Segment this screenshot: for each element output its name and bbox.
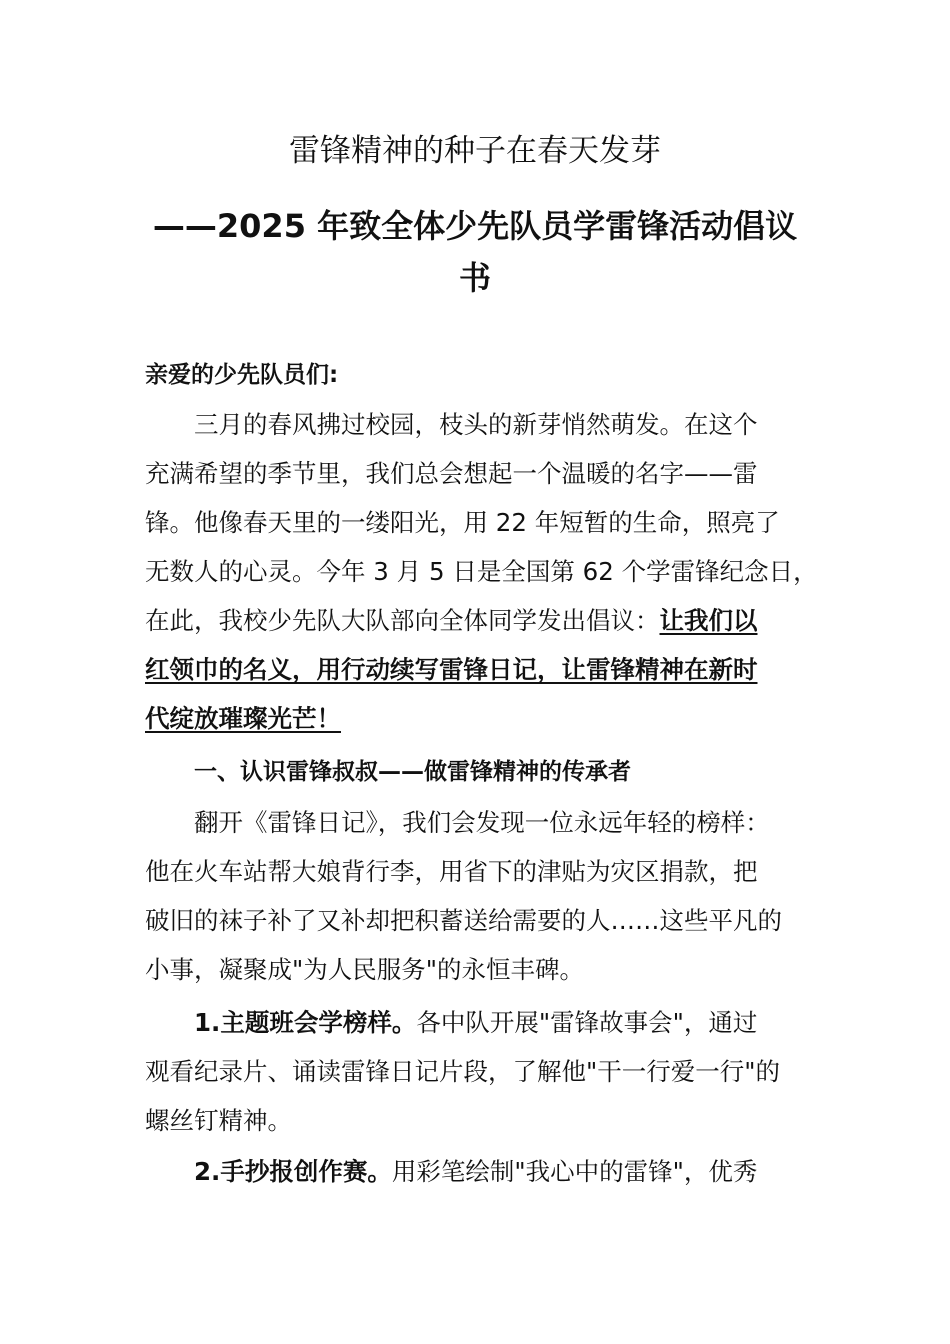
document-title: 雷锋精神的种子在春天发芽 <box>289 133 661 169</box>
paragraph-line: 他在火车站帮大娘背行李，用省下的津贴为灾区捐款，把 <box>145 857 758 886</box>
item-title: 2.手抄报创作赛。 <box>194 1157 392 1186</box>
subtitle-line-1: ——2025 年致全体少先队员学雷锋活动倡议 <box>152 207 798 245</box>
paragraph-line <box>145 998 835 1047</box>
paragraph-line: 螺丝钉精神。 <box>145 1106 292 1135</box>
paragraph-line: 锋。他像春天里的一缕阳光，用 22 年短暂的生命，照亮了 <box>145 508 780 537</box>
paragraph-item-2 <box>145 1147 835 1196</box>
item-title: 1.主题班会学榜样。 <box>194 1008 417 1037</box>
paragraph-text: 在此，我校少先队大队部向全体同学发出倡议： <box>145 606 660 635</box>
paragraph-line: 三月的春风拂过校园，枝头的新芽悄然萌发。在这个 <box>194 410 758 439</box>
paragraph-text: 各中队开展"雷锋故事会"，通过 <box>416 1008 758 1037</box>
paragraph-line: 充满希望的季节里，我们总会想起一个温暖的名字——雷 <box>145 459 758 488</box>
paragraph-intro <box>145 400 835 743</box>
paragraph-line <box>145 645 835 694</box>
highlight-text: 代绽放璀璨光芒！ <box>145 704 341 733</box>
paragraph-line <box>145 694 835 743</box>
paragraph-line: 观看纪录片、诵读雷锋日记片段，了解他"干一行爱一行"的 <box>145 1057 781 1086</box>
paragraph-line <box>145 596 835 645</box>
paragraph-line <box>145 1147 835 1196</box>
paragraph-text: 用彩笔绘制"我心中的雷锋"，优秀 <box>391 1157 758 1186</box>
paragraph-line: 破旧的袜子补了又补却把积蓄送给需要的人……这些平凡的 <box>145 906 782 935</box>
document-subtitle <box>0 200 950 304</box>
paragraph-line: 翻开《雷锋日记》，我们会发现一位永远年轻的榜样： <box>194 808 770 837</box>
section-heading: 一、认识雷锋叔叔——做雷锋精神的传承者 <box>194 759 631 785</box>
paragraph-line: 无数人的心灵。今年 3 月 5 日是全国第 62 个学雷锋纪念日， <box>145 557 818 586</box>
greeting: 亲爱的少先队员们: <box>145 362 339 388</box>
paragraph-section1 <box>145 798 835 994</box>
highlight-text: 红领巾的名义，用行动续写雷锋日记，让雷锋精神在新时 <box>145 655 758 684</box>
paragraph-line: 小事，凝聚成"为人民服务"的永恒丰碑。 <box>145 955 585 984</box>
subtitle-line-2: 书 <box>458 259 491 297</box>
paragraph-item-1 <box>145 998 835 1145</box>
highlight-text: 让我们以 <box>659 606 758 635</box>
